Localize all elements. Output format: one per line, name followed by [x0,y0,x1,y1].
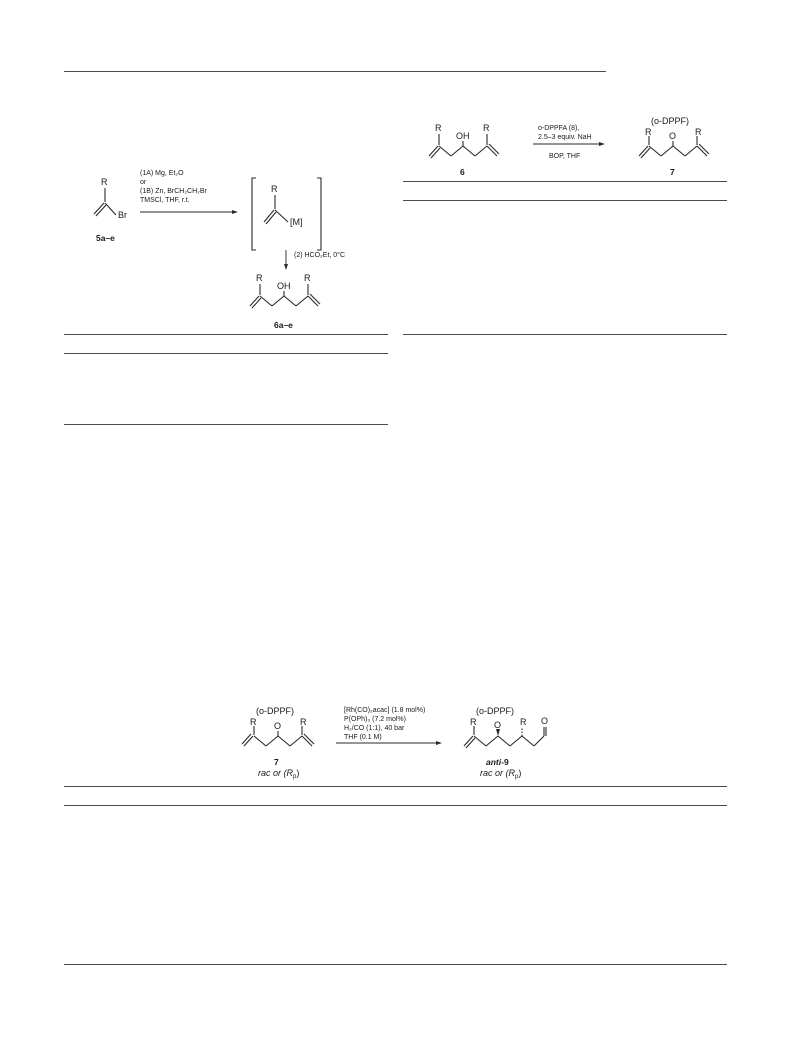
condition-solvent: BOP, THF [549,153,581,160]
condition-or: or [140,179,147,186]
atom-r: R [250,717,257,727]
reactant-5-structure [94,177,127,220]
table1-rule-bottom [64,424,388,425]
atom-r: R [435,123,442,133]
compound-7-label: 7 [670,167,675,177]
table2-rule-mid [403,200,727,201]
atom-o: O [669,131,677,141]
odppf-group: (o-DPPF) [476,706,514,716]
atom-o: O [274,721,282,731]
atom-oh: OH [277,281,291,291]
table3-rule-bottom [64,964,727,965]
condition-2: (2) HCO₂Et, 0°C [294,252,346,259]
top-rule [64,71,606,72]
condition-ligand: P(OPh)₃ (7.2 mol%) [344,716,406,723]
condition-reagent: o-DPPFA (8), [538,125,580,132]
atom-r: R [271,184,278,194]
metal-label: [M] [290,217,303,227]
atom-r: R [304,273,311,283]
arrowhead [599,142,605,146]
atom-o: O [494,720,502,730]
atom-r: R [101,177,108,187]
compound-7-label: 7 [274,757,279,767]
condition-catalyst: [Rh(CO)₂acac] (1.8 mol%) [344,707,426,714]
odppf-group: (o-DPPF) [651,116,689,126]
atom-r: R [520,717,527,727]
condition-base: 2.5–3 equiv. NaH [538,134,592,141]
atom-oh: OH [456,131,470,141]
table3-rule-top [64,786,727,787]
compound-6-label: 6a–e [274,320,293,330]
atom-r: R [645,127,652,137]
table1-rule-top [64,334,388,335]
arrowhead-1 [232,210,238,214]
condition-gas: H₂/CO (1:1), 40 bar [344,725,405,732]
atom-r: R [470,717,477,727]
atom-br: Br [118,210,127,220]
intermediate-structure [252,178,321,250]
atom-r: R [483,123,490,133]
arrowhead-2 [284,264,288,270]
atom-r: R [695,127,702,137]
condition-1a: (1A) Mg, Et₂O [140,170,184,177]
scheme-1 [64,160,394,334]
table1-rule-mid [64,353,388,354]
scheme-2 [403,112,733,182]
reactant-7-structure [242,706,314,746]
atom-o: O [541,716,549,726]
condition-solvent: THF (0.1 M) [344,734,382,741]
compound-9-label: anti-9 [486,757,509,767]
compound-6-label: 6 [460,167,465,177]
scheme-3 [230,700,570,784]
compound-9-stereo: rac or $(R_p)$ [480,768,522,780]
atom-r: R [256,273,263,283]
table2-rule-bottom [403,334,727,335]
arrowhead [436,741,442,745]
product-6-structure [250,273,320,308]
product-7-structure [639,116,709,158]
odppf-group: (o-DPPF) [256,706,294,716]
table3-rule-mid [64,805,727,806]
condition-1b: (1B) Zn, BrCH₂CH₂Br [140,188,207,195]
atom-r: R [300,717,307,727]
reactant-6-structure [429,123,499,158]
condition-1b-cont: TMSCl, THF, r.t. [140,197,190,204]
compound-7-stereo: rac or $(R_p)$ [258,768,300,780]
compound-5-label: 5a–e [96,233,115,243]
product-9-structure [464,706,548,748]
